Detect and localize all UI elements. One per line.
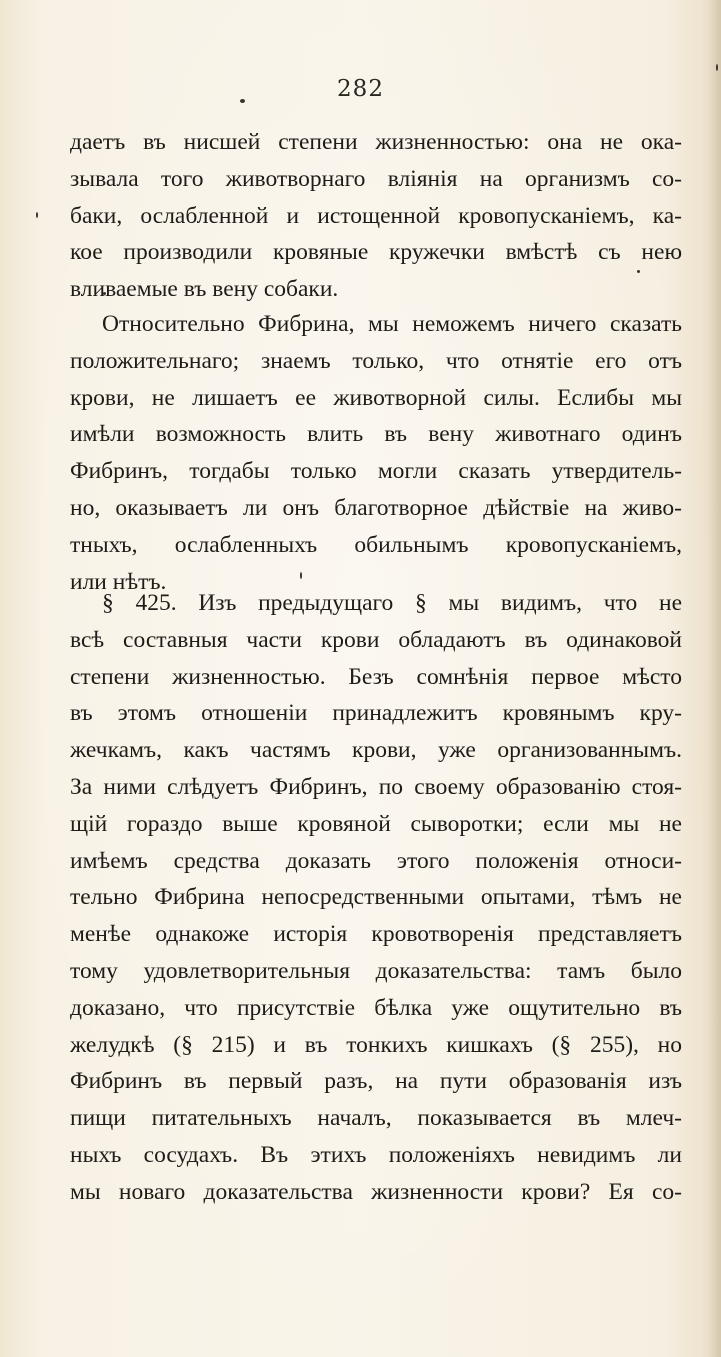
ink-speck (36, 212, 38, 218)
page-edge-shadow (707, 0, 721, 1357)
text-line: въ этомъ отношенiи принадлежитъ кровянымъ кру- (70, 700, 682, 727)
text-line: доказано, что присутствiе бѣлка уже ощутительно въ (70, 994, 682, 1021)
text-line: Фибринъ, тогдабы только могли сказать утвердитель- (70, 458, 682, 485)
text-line: § 425. Изъ предыдущаго § мы видимъ, что не (102, 590, 682, 616)
text-line: ныхъ сосудахъ. Въ этихъ положенiяхъ невидимъ ли (70, 1141, 682, 1168)
text-line: вливаемые въ вену собаки. (70, 276, 339, 303)
text-line: имѣли возможность влить въ вену животнаго одинъ (70, 421, 682, 448)
text-line: или нѣтъ. (70, 568, 167, 595)
text-line: но, оказываетъ ли онъ благотворное дѣйствiе на живо- (70, 494, 682, 521)
paragraph-2 (70, 306, 682, 600)
text-line: кое производили кровяные кружечки вмѣстѣ съ нею (70, 239, 682, 266)
text-line: крови, не лишаетъ ее животворной силы. Еслибы мы (70, 384, 682, 411)
text-line: положительнаго; знаемъ только, что отнятiе его отъ (70, 347, 682, 374)
text-line: жечкамъ, какъ частямъ крови, уже организованнымъ. (70, 737, 682, 764)
ink-speck (716, 64, 718, 71)
text-line: даетъ въ нисшей степени жизненностью: она не ока- (70, 129, 682, 155)
text-line: всѣ составныя части крови обладаютъ въ одинаковой (70, 626, 682, 653)
text-line: баки, ослабленной и истощенной кровопусканiемъ, ка- (70, 202, 682, 229)
paragraph-1 (70, 124, 682, 308)
paragraph-3 (70, 585, 682, 1211)
text-line: менѣе однакоже исторiя кровотворенiя представляетъ (70, 921, 682, 948)
text-line: Относительно Фибрина, мы неможемъ ничего сказать (102, 311, 682, 337)
text-line: тому удовлетворительныя доказательства: тамъ было (70, 957, 682, 984)
text-line: степени жизненностью. Безъ сомнѣнiя первое мѣсто (70, 663, 682, 690)
text-line: Фибринъ въ первый разъ, на пути образованiя изъ (70, 1068, 682, 1095)
text-line: зывала того животворнаго влiянiя на организмъ со- (70, 165, 682, 192)
text-line: тельно Фибрина непосредственными опытами, тѣмъ не (70, 884, 682, 911)
text-line: мы новаго доказательства жизненности крови? Ея со- (70, 1178, 682, 1205)
text-line: имѣемъ средства доказать этого положенiя относи- (70, 847, 682, 874)
page-number: 282 (337, 76, 384, 102)
text-line: щiй гораздо выше кровяной сыворотки; если мы не (70, 810, 682, 837)
text-line: пищи питательныхъ началъ, показывается въ млеч- (70, 1105, 682, 1132)
text-line: желудкѣ (§ 215) и въ тонкихъ кишкахъ (§ 255), но (70, 1031, 682, 1058)
text-line: тныхъ, ослабленныхъ обильнымъ кровопусканiемъ, (70, 531, 682, 558)
text-line: За ними слѣдуетъ Фибринъ, по своему образованiю стоя- (70, 773, 682, 800)
